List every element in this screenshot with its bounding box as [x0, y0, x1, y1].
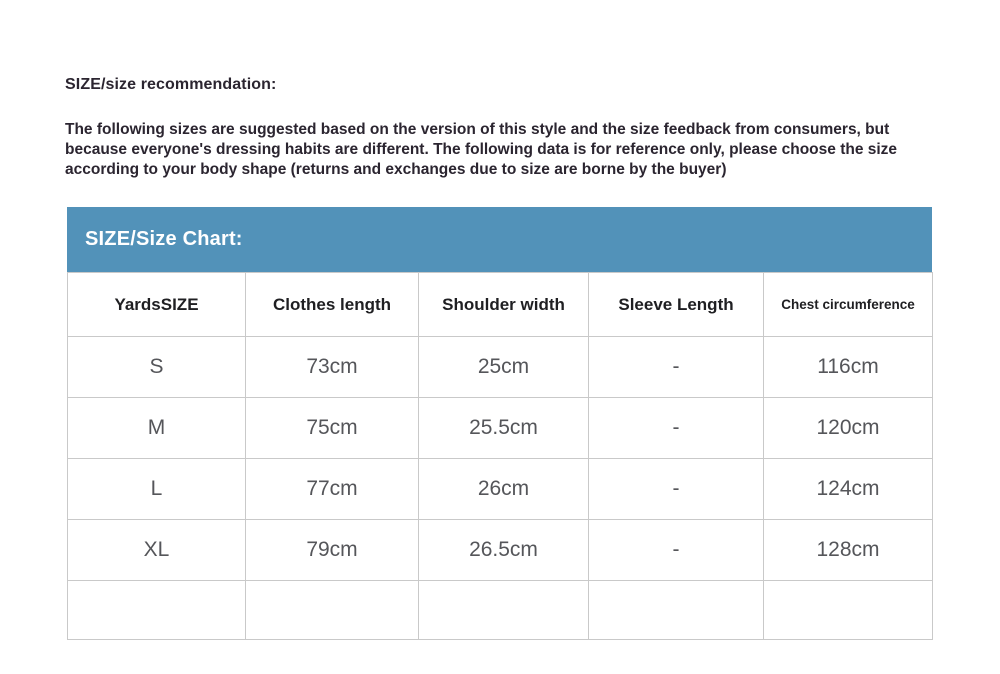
- cell-sleeve-length: [589, 581, 764, 640]
- column-header-clothes-length: Clothes length: [246, 273, 419, 337]
- table-row-size-m: [68, 398, 933, 459]
- cell-clothes-length: [246, 581, 419, 640]
- column-header-yards-size: YardsSIZE: [68, 273, 246, 337]
- size-chart-title: SIZE/Size Chart:: [85, 228, 243, 250]
- size-recommendation-paragraph: The following sizes are suggested based on the version of this style and the size feedback from consumers, but because everyone's dressing habits are different. The following data is for reference only, please choose the size according to your body shape (returns and exchanges due to size are borne by the buyer): [65, 121, 898, 178]
- column-header-sleeve-length: Sleeve Length: [589, 273, 764, 337]
- cell-shoulder-width: 25cm: [419, 337, 589, 398]
- cell-sleeve-length: -: [589, 459, 764, 520]
- cell-size: M: [68, 398, 246, 459]
- table-header-row: [68, 273, 933, 337]
- cell-sleeve-length: -: [589, 520, 764, 581]
- cell-chest-circumference: 128cm: [764, 520, 933, 581]
- size-recommendation-heading: SIZE/size recommendation:: [65, 76, 277, 93]
- size-chart-title-bar: [67, 207, 932, 272]
- cell-shoulder-width: 26.5cm: [419, 520, 589, 581]
- table-row-size-s: [68, 337, 933, 398]
- cell-size: L: [68, 459, 246, 520]
- size-chart-section: [67, 207, 932, 640]
- cell-shoulder-width: 26cm: [419, 459, 589, 520]
- table-row-size-xl: [68, 520, 933, 581]
- cell-size: S: [68, 337, 246, 398]
- column-header-chest-circumference: Chest circumference: [764, 273, 933, 337]
- table-row-empty: [68, 581, 933, 640]
- cell-chest-circumference: 124cm: [764, 459, 933, 520]
- cell-shoulder-width: [419, 581, 589, 640]
- cell-sleeve-length: -: [589, 337, 764, 398]
- table-row-size-l: [68, 459, 933, 520]
- cell-size: [68, 581, 246, 640]
- cell-clothes-length: 79cm: [246, 520, 419, 581]
- cell-clothes-length: 77cm: [246, 459, 419, 520]
- cell-chest-circumference: 116cm: [764, 337, 933, 398]
- cell-clothes-length: 75cm: [246, 398, 419, 459]
- cell-size: XL: [68, 520, 246, 581]
- size-chart-table: [67, 272, 933, 640]
- cell-shoulder-width: 25.5cm: [419, 398, 589, 459]
- column-header-shoulder-width: Shoulder width: [419, 273, 589, 337]
- cell-chest-circumference: [764, 581, 933, 640]
- cell-clothes-length: 73cm: [246, 337, 419, 398]
- cell-chest-circumference: 120cm: [764, 398, 933, 459]
- cell-sleeve-length: -: [589, 398, 764, 459]
